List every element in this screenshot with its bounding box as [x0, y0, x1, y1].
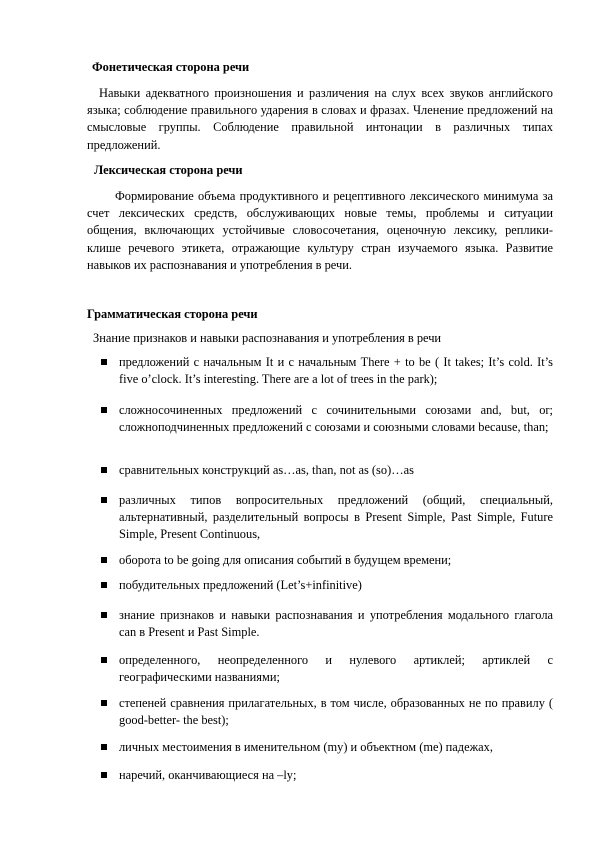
bullet-icon [101, 657, 107, 663]
list-item-text: определенного, неопределенного и нулевого артиклей; артиклей с географическими названиями; [119, 653, 553, 685]
bullet-icon [101, 700, 107, 706]
bullet-icon [101, 467, 107, 473]
list-item-text: оборота to be going для описания событий в будущем времени; [119, 553, 452, 567]
phonetics-heading: Фонетическая сторона речи [92, 60, 250, 74]
bullet-icon [101, 582, 107, 588]
bullet-icon [101, 359, 107, 365]
list-item-text: личных местоимения в именительном (my) и объектном (me) падежах, [119, 740, 493, 754]
bullet-icon [101, 407, 107, 413]
bullet-icon [101, 497, 107, 503]
lexical-heading: Лексическая сторона речи [94, 163, 243, 177]
phonetics-paragraph: Навыки адекватного произношения и различения на слух всех звуков английского языка; соблюдение правильного ударения в словах и фразах. Членение предложений на смысловые группы. Соблюдение правильной интонации в различных типах предложений. [87, 86, 553, 152]
bullet-icon [101, 744, 107, 750]
lexical-paragraph: Формирование объема продуктивного и рецептивного лексического минимума за счет лексических средств, обслуживающих новые темы, проблемы и ситуации общения, включающих устойчивые словосочетания, оценочную лексику, реплики-клише речевого этикета, отражающие культуру стран изучаемого языка. Развитие навыков их распознавания и употребления в речи. [87, 189, 553, 272]
list-item-text: сравнительных конструкций as…as, than, not as (so)…as [119, 463, 414, 477]
grammar-heading: Грамматическая сторона речи [87, 307, 258, 321]
list-item-text: знание признаков и навыки распознавания и употребления модального глагола can в Present и Past Simple. [119, 608, 553, 640]
list-item-text: степеней сравнения прилагательных, в том числе, образованных не по правилу ( good-better- the best); [119, 696, 553, 728]
bullet-icon [101, 772, 107, 778]
bullet-icon [101, 612, 107, 618]
list-item-text: побудительных предложений (Let’s+infinitive) [119, 578, 362, 592]
list-item-text: предложений с начальным It и с начальным There + to be ( It takes; It’s cold. It’s five o’clock. It’s interesting. There are a lot of trees in the park); [119, 355, 553, 387]
list-item-text: наречий, оканчивающиеся на –ly; [119, 768, 297, 782]
list-item-text: сложносочиненных предложений с сочинительными союзами and, but, or; сложноподчиненных предложений с союзами и союзными словами because, than; [119, 403, 553, 435]
grammar-intro: Знание признаков и навыки распознавания и употребления в речи [93, 331, 442, 345]
bullet-icon [101, 557, 107, 563]
list-item-text: различных типов вопросительных предложений (общий, специальный, альтернативный, разделительный вопросы в Present Simple, Past Simple, Future Simple, Present Continuous, [119, 493, 553, 542]
